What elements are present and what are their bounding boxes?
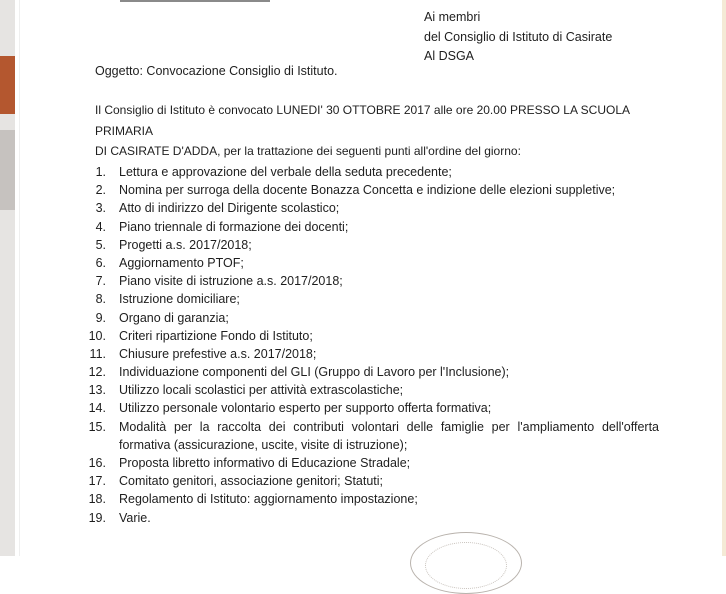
- agenda-item: [86, 418, 666, 454]
- scan-left-border: [0, 0, 15, 556]
- agenda-item: [86, 381, 666, 399]
- agenda-text: Aggiornamento PTOF;: [119, 255, 244, 270]
- agenda-number: 4.: [95, 219, 106, 234]
- agenda-item: [86, 163, 666, 181]
- intro-line: Il Consiglio di Istituto è convocato LUNEDI' 30 OTTOBRE 2017 alle ore 20.00 PRESSO LA SCUOLA PRIMARIA: [95, 103, 630, 138]
- agenda-text: Criteri ripartizione Fondo di Istituto;: [119, 328, 313, 343]
- agenda-item: [86, 254, 666, 272]
- agenda-text: Atto di indirizzo del Dirigente scolastico;: [119, 201, 340, 216]
- addressee-line: Al DSGA: [424, 49, 475, 63]
- agenda-text: Utilizzo locali scolastici per attività extrascolastiche;: [119, 383, 404, 398]
- agenda-number: 7.: [95, 274, 106, 289]
- agenda-number: 2.: [95, 183, 106, 198]
- scan-shadow-band: [0, 130, 15, 210]
- agenda-item: [86, 236, 666, 254]
- agenda-list: [86, 163, 666, 527]
- agenda-number: 18.: [88, 492, 106, 507]
- agenda-number: 1.: [95, 165, 106, 179]
- agenda-number: 6.: [95, 255, 106, 270]
- agenda-number: 12.: [88, 365, 106, 380]
- agenda-number: 8.: [95, 292, 106, 307]
- top-rule: [120, 0, 270, 2]
- agenda-item: [86, 272, 666, 290]
- agenda-text: Proposta libretto informativo di Educazione Stradale;: [119, 456, 411, 471]
- agenda-item: [86, 472, 666, 490]
- agenda-item: [86, 490, 666, 508]
- agenda-text: Piano triennale di formazione dei docenti;: [119, 219, 349, 234]
- scan-right-border: [722, 0, 726, 556]
- agenda-number: 5.: [95, 237, 106, 252]
- agenda-text: Utilizzo personale volontario esperto per supporto offerta formativa;: [119, 401, 492, 416]
- scan-color-band: [0, 56, 15, 114]
- agenda-item: [86, 327, 666, 345]
- agenda-text: Varie.: [119, 510, 151, 525]
- agenda-item: [86, 199, 666, 217]
- agenda-text: Comitato genitori, associazione genitori; Statuti;: [119, 474, 384, 489]
- agenda-number: 15.: [88, 419, 106, 434]
- agenda-text: Nomina per surroga della docente Bonazza Concetta e indizione delle elezioni suppletive;: [119, 183, 616, 198]
- agenda-item: [86, 218, 666, 236]
- agenda-text: Piano visite di istruzione a.s. 2017/2018;: [119, 274, 343, 289]
- agenda-text: Organo di garanzia;: [119, 310, 229, 325]
- intro-paragraph: [95, 100, 655, 162]
- agenda-number: 3.: [95, 201, 106, 216]
- agenda-number: 16.: [88, 456, 106, 471]
- agenda-number: 14.: [88, 401, 106, 416]
- agenda-item: [86, 309, 666, 327]
- agenda-text: Chiusure prefestive a.s. 2017/2018;: [119, 346, 317, 361]
- agenda-number: 17.: [88, 474, 106, 489]
- agenda-number: 9.: [95, 310, 106, 325]
- addressee-line: del Consiglio di Istituto di Casirate: [424, 29, 613, 44]
- agenda-text: Lettura e approvazione del verbale della seduta precedente;: [119, 165, 452, 179]
- scan-margin-line: [19, 0, 20, 556]
- agenda-item: [86, 345, 666, 363]
- agenda-item: [86, 399, 666, 417]
- agenda-number: 11.: [89, 346, 106, 361]
- intro-line: DI CASIRATE D'ADDA, per la trattazione dei seguenti punti all'ordine del giorno:: [95, 144, 521, 158]
- agenda-text: Progetti a.s. 2017/2018;: [119, 237, 252, 252]
- addressee-block: [424, 8, 612, 67]
- agenda-text: Regolamento di Istituto: aggiornamento impostazione;: [119, 492, 418, 507]
- addressee-line: Ai membri: [424, 10, 481, 24]
- agenda-number: 10.: [88, 328, 106, 343]
- agenda-item: [86, 363, 666, 381]
- agenda-number: 19.: [88, 510, 106, 525]
- agenda-item: [86, 290, 666, 308]
- agenda-item: [86, 181, 666, 199]
- agenda-number: 13.: [88, 383, 106, 398]
- agenda-text: Istruzione domiciliare;: [119, 292, 240, 307]
- agenda-text: Modalità per la raccolta dei contributi volontari delle famiglie per l'ampliamento dell'offerta formativa (assicurazione, uscite, visite di istruzione);: [119, 419, 659, 452]
- agenda-item: [86, 509, 666, 527]
- agenda-text: Individuazione componenti del GLI (Gruppo di Lavoro per l'Inclusione);: [119, 365, 510, 380]
- stamp-seal-inner: [425, 542, 507, 589]
- agenda-item: [86, 454, 666, 472]
- subject-line: Oggetto: Convocazione Consiglio di Istituto.: [95, 64, 338, 78]
